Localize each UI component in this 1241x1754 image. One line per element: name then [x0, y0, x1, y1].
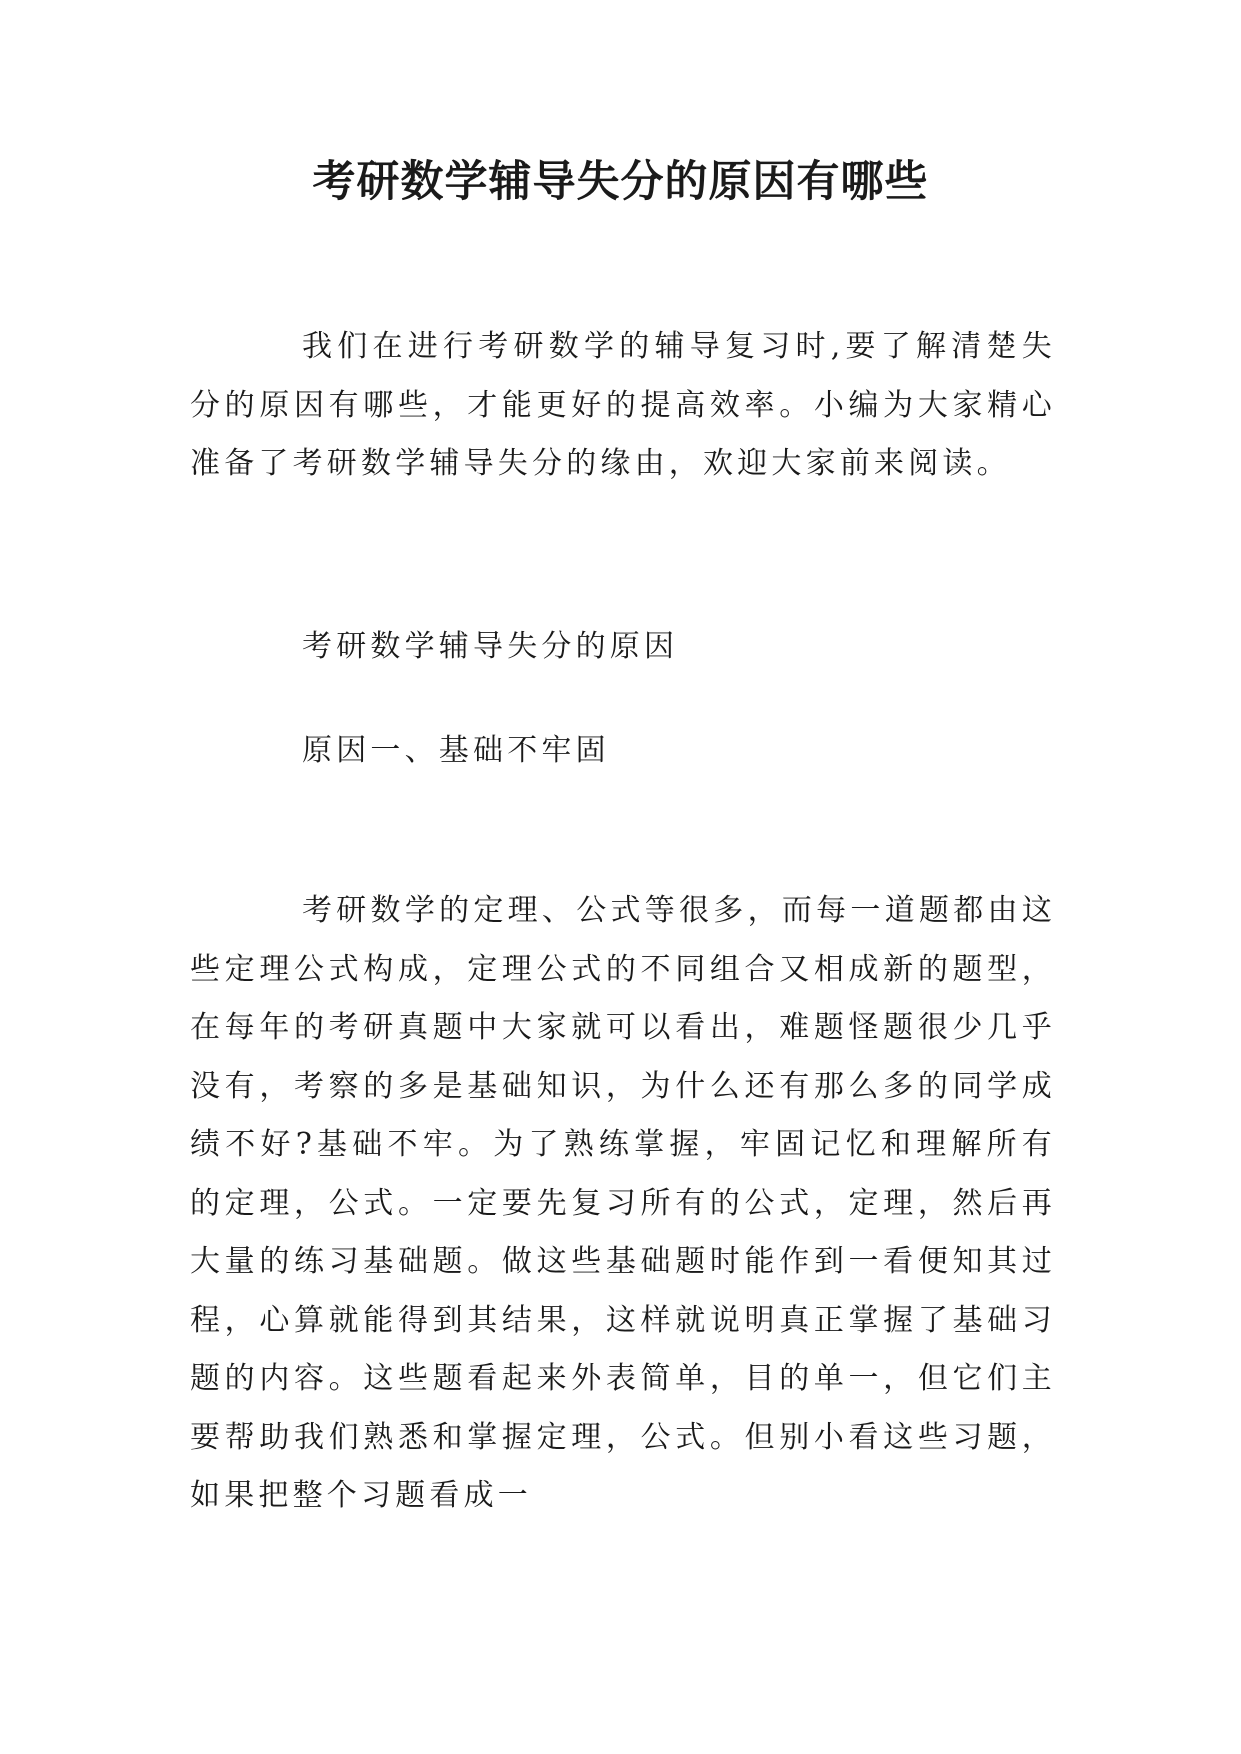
intro-paragraph: 我们在进行考研数学的辅导复习时,要了解清楚失分的原因有哪些，才能更好的提高效率。小编为大家精心准备了考研数学辅导失分的缘由，欢迎大家前来阅读。: [190, 329, 1056, 481]
document-title: 考研数学辅导失分的原因有哪些: [312, 157, 929, 207]
section-heading: 考研数学辅导失分的原因: [302, 629, 679, 664]
reason-one-body: 考研数学的定理、公式等很多，而每一道题都由这些定理公式构成，定理公式的不同组合又相成新的题型，在每年的考研真题中大家就可以看出，难题怪题很少几乎没有，考察的多是基础知识，为什么还有那么多的同学成绩不好?基础不牢。为了熟练掌握，牢固记忆和理解所有的定理，公式。一定要先复习所有的公式，定理，然后再大量的练习基础题。做这些基础题时能作到一看便知其过程，心算就能得到其结果，这样就说明真正掌握了基础习题的内容。这些题看起来外表简单，目的单一，但它们主要帮助我们熟悉和掌握定理，公式。但别小看这些习题，如果把整个习题看成一: [190, 893, 1056, 1513]
reason-one-heading: 原因一、基础不牢固: [302, 733, 610, 768]
